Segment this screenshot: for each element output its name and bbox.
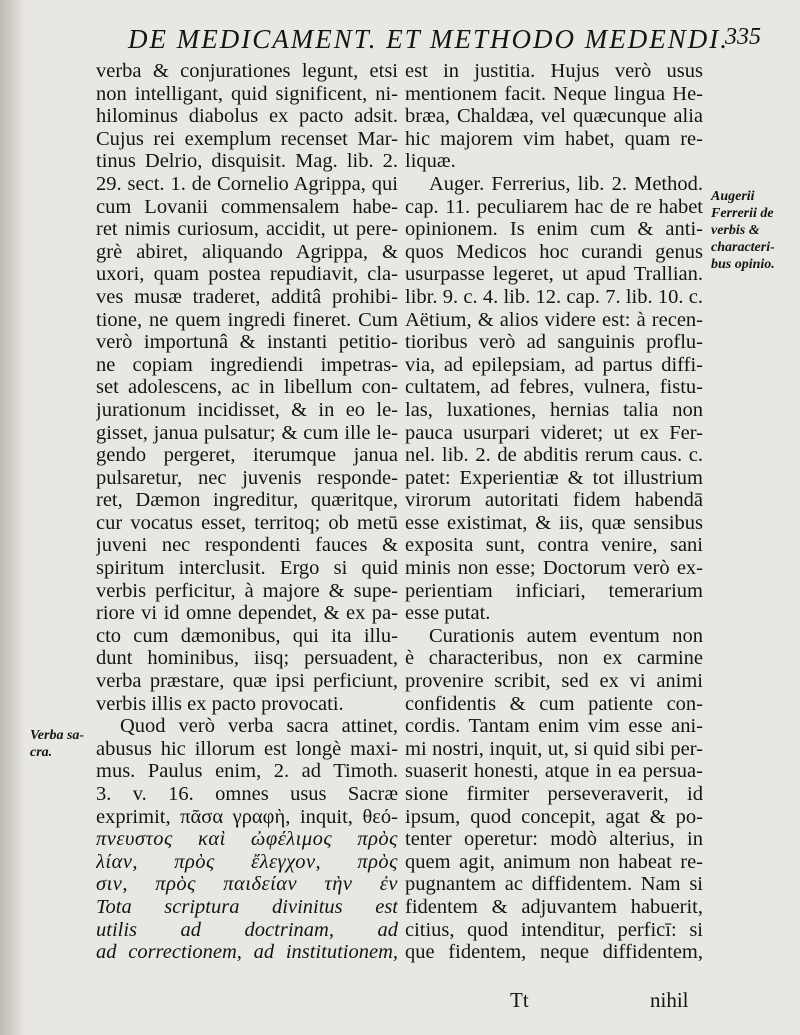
margin-note-right bbox=[711, 188, 799, 273]
text-line: riore vi id omne dependet, & ex pa- bbox=[96, 602, 398, 625]
text-line: confidentis & cum patiente con- bbox=[405, 692, 703, 715]
text-line: ret nimis curiosum, accidit, ut pere- bbox=[96, 218, 398, 241]
text-line: via, ad epilepsiam, ad partus diffi- bbox=[405, 353, 703, 376]
text-line: patet: Experientiæ & tot illustrium bbox=[405, 466, 703, 489]
text-line: provenire scribit, sed ex vi animi bbox=[405, 670, 703, 693]
text-line: las, luxationes, hernias talia non bbox=[405, 398, 703, 421]
text-line: citius, quod intenditur, perficī: si bbox=[405, 918, 703, 941]
text-line: sione firmiter perseveraverit, id bbox=[405, 783, 703, 805]
text-line: exposita sunt, contra venire, sani bbox=[405, 534, 703, 557]
signature-mark: Tt bbox=[510, 988, 529, 1012]
text-line: tinus Delrio, disquisit. Mag. lib. 2. bbox=[96, 150, 398, 173]
text-line: ne copiam ingrediendi impetras- bbox=[96, 353, 398, 376]
text-line: cto cum dæmonibus, qui ita illu- bbox=[96, 624, 398, 647]
margin-note-line: verbis & bbox=[711, 223, 760, 238]
text-line: quem agit, animum non habeat re- bbox=[405, 850, 703, 873]
text-line: pauca usurpari videret; ut ex Fer- bbox=[405, 421, 703, 444]
text-line: est in justitia. Hujus verò usus bbox=[405, 60, 703, 82]
text-line: esse putat. bbox=[405, 602, 491, 625]
text-line: tenter operetur: modò alterius, in bbox=[405, 828, 703, 851]
text-line: virorum autoritati fidem habendā bbox=[405, 489, 703, 512]
text-line: opinionem. Is enim cum & anti- bbox=[405, 218, 703, 241]
text-line: tioribus verò ad sanguinis proflu- bbox=[405, 331, 703, 354]
text-line: tione, ne quem ingredi fineret. Cum bbox=[96, 308, 398, 331]
text-line: que fidentem, neque diffidentem, bbox=[405, 941, 703, 964]
text-line: juveni nec respondenti fauces & bbox=[96, 534, 398, 557]
text-line: mentionem facit. Neque lingua He- bbox=[405, 82, 703, 105]
text-line: esse existimat, & iis, quæ sensibus bbox=[405, 511, 703, 534]
text-line: non intelligant, quid significent, ni- bbox=[96, 82, 398, 105]
text-line: ves musæ traderet, additâ prohibi- bbox=[96, 285, 398, 308]
margin-note-line: bus opinio. bbox=[711, 257, 775, 272]
text-line: cultatem, ad febres, vulnera, fistu- bbox=[405, 376, 703, 399]
catchword: nihil bbox=[650, 988, 689, 1012]
text-line: uxori, quam postea repudiavit, cla- bbox=[96, 263, 398, 286]
text-line: mus. Paulus enim, 2. ad Timoth. bbox=[96, 760, 398, 783]
text-line: liquæ. bbox=[405, 150, 456, 173]
running-title: DE MEDICAMENT. ET METHODO MEDENDI. bbox=[128, 24, 729, 54]
text-line: cum Lovanii commensalem habe- bbox=[96, 195, 398, 218]
text-line: hic majorem vim habet, quam re- bbox=[405, 127, 703, 150]
text-line: abusus hic illorum est longè maxi- bbox=[96, 737, 398, 760]
text-line: ad correctionem, ad institutionem, bbox=[96, 941, 398, 964]
text-line: 29. sect. 1. de Cornelio Agrippa, qui bbox=[96, 172, 398, 195]
text-line: pugnantem ac diffidentem. Nam si bbox=[405, 873, 703, 896]
text-line: verba & conjurationes legunt, etsi bbox=[96, 60, 398, 82]
text-line: Quod verò verba sacra attinet, bbox=[120, 715, 398, 738]
margin-note-line: characteri- bbox=[711, 240, 775, 255]
text-line: bræa, Chaldæa, vel quæcunque alia bbox=[405, 105, 703, 128]
margin-note-line: Ferrerii de bbox=[711, 206, 774, 221]
text-line: perientiam inficiari, temerarium bbox=[405, 579, 703, 602]
margin-note-line: Augerii bbox=[711, 189, 755, 204]
margin-note-line: cra. bbox=[30, 745, 53, 760]
left-text-column bbox=[96, 60, 398, 964]
text-line: exprimit, πᾶσα γραφὴ, inquit, θεό- bbox=[96, 805, 398, 828]
margin-note-left bbox=[30, 727, 92, 761]
text-line: Aëtium, & alios videre est: à recen- bbox=[405, 308, 703, 331]
text-line: πνευστος καὶ ὠφέλιμος πρὸς bbox=[96, 828, 398, 851]
text-line: grè abiret, aliquando Agrippa, & bbox=[96, 240, 398, 263]
text-line: ipsum, quod concepit, agat & po- bbox=[405, 805, 703, 828]
right-text-column bbox=[405, 60, 703, 964]
text-line: σιν, πρὸς παιδείαν τὴν ἐν bbox=[96, 873, 398, 896]
text-line: spiritum interclusit. Ergo si quid bbox=[96, 557, 398, 580]
text-line: fidentem & adjuvantem habuerit, bbox=[405, 895, 703, 918]
text-line: usurpasse legeret, ut apud Trallian. bbox=[405, 263, 703, 286]
text-line: è characteribus, non ex carmine bbox=[405, 647, 703, 670]
text-line: suaserit honesti, atque in ea persua- bbox=[405, 760, 703, 783]
margin-note-line: Verba sa- bbox=[30, 728, 85, 743]
text-line: Tota scriptura divinitus est bbox=[96, 895, 398, 918]
text-line: ret, Dæmon ingreditur, quæritque, bbox=[96, 489, 398, 512]
page-number: 335 bbox=[725, 24, 761, 50]
text-line: verò importunâ & instanti petitio- bbox=[96, 331, 398, 354]
text-line: hilominus diabolus ex pacto adsit. bbox=[96, 105, 398, 128]
text-line: gendo pergeret, iterumque janua bbox=[96, 444, 398, 467]
text-line: verba præstare, quæ ipsi perficiunt, bbox=[96, 670, 398, 693]
text-line: libr. 9. c. 4. lib. 12. cap. 7. lib. 10. c. bbox=[405, 285, 703, 308]
text-line: gisset, janua pulsatur; & cum ille le- bbox=[96, 421, 398, 444]
text-line: pulsaretur, nec juvenis responde- bbox=[96, 466, 398, 489]
text-line: quos Medicos hoc curandi genus bbox=[405, 240, 703, 263]
text-line: utilis ad doctrinam, ad bbox=[96, 918, 398, 941]
text-line: cordis. Tantam enim vim esse ani- bbox=[405, 715, 703, 738]
text-line: Cujus rei exemplum recenset Mar- bbox=[96, 127, 398, 150]
text-line: mi nostri, inquit, ut, si quid sibi per- bbox=[405, 737, 703, 760]
text-line: Auger. Ferrerius, lib. 2. Method. bbox=[429, 172, 703, 195]
text-line: λίαν, πρὸς ἔλεγχον, πρὸς bbox=[96, 850, 398, 873]
text-line: Curationis autem eventum non bbox=[429, 624, 703, 647]
text-line: verbis perficitur, à majore & supe- bbox=[96, 579, 398, 602]
text-line: set adolescens, ac in libellum con- bbox=[96, 376, 398, 399]
text-line: minis non esse; Doctorum verò ex- bbox=[405, 557, 703, 580]
text-line: jurationum incidisset, & in eo le- bbox=[96, 398, 398, 421]
text-line: verbis illis ex pacto provocati. bbox=[96, 692, 344, 715]
gutter-shadow bbox=[0, 0, 26, 1035]
text-line: 3. v. 16. omnes usus Sacræ bbox=[96, 783, 398, 805]
text-line: nel. lib. 2. de abditis rerum caus. c. bbox=[405, 444, 703, 467]
text-line: cap. 11. peculiarem hac de re habet bbox=[405, 195, 703, 218]
text-line: dunt hominibus, iisq; persuadent, bbox=[96, 647, 398, 670]
text-line: cur vocatus esset, territoq; ob metū bbox=[96, 511, 398, 534]
